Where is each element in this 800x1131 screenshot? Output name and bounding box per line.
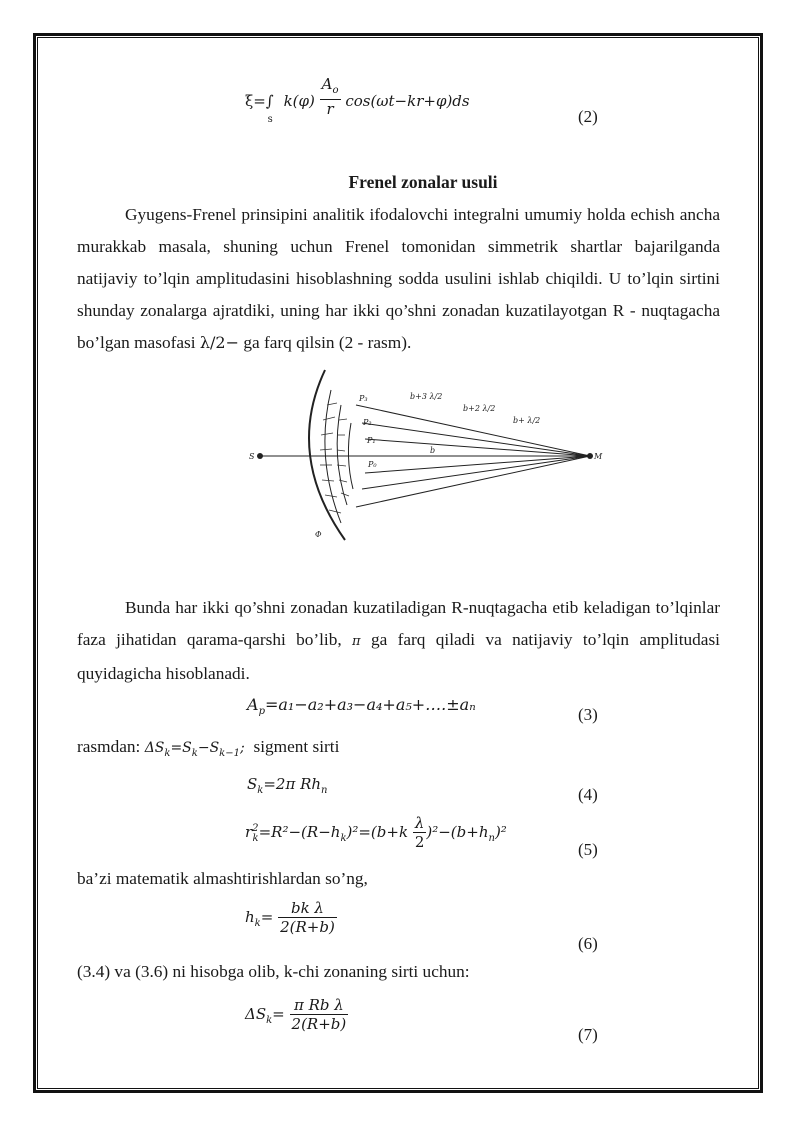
equation-3-A: A bbox=[247, 695, 259, 714]
source-point bbox=[257, 453, 263, 459]
equation-2-numerator-subscript: o bbox=[332, 85, 339, 96]
label-p0: P₀ bbox=[368, 460, 377, 469]
equation-5-frac-den: 2 bbox=[414, 833, 425, 851]
equation-7-number: (7) bbox=[578, 1025, 598, 1044]
label-p1: P₁ bbox=[367, 436, 376, 445]
equation-5-sup: 2 bbox=[252, 823, 259, 834]
equation-7-frac-num: π Rb λ bbox=[290, 997, 349, 1015]
equation-5-part1: =R²−(R−h bbox=[258, 823, 341, 841]
equation-4-sub-n: n bbox=[321, 785, 328, 796]
equation-4-S: S bbox=[247, 775, 258, 793]
paragraph-1-text: Gyugens-Frenel prinsipini analitik ifodalovchi integralni umumiy holda echish ancha murakkab masala, shuning uchun Frenel tomonidan simmetrik shartlar bajarilganda natijaviy to’lqin amplitudasini hisoblashning sodda usulini ishlab chiqildi. U to’lqin sirtini shunday zonalarga ajratdiki, uning har ikki qo’shni zonadan kuzatilayotgan R - nuqtagacha bo’lgan masofasi bbox=[77, 205, 720, 352]
equation-4-sub-k: k bbox=[257, 785, 264, 796]
equation-7 bbox=[245, 997, 348, 1033]
rasmdan-sub2: k bbox=[191, 747, 198, 759]
paragraph-2-tail: ga farq qiladi va natijaviy to’lqin amplitudasi quyidagicha hisoblanadi. bbox=[77, 630, 720, 683]
equation-4-number: (4) bbox=[578, 785, 598, 804]
equation-2-kernel: k(φ) bbox=[283, 92, 315, 110]
equation-5-number: (5) bbox=[578, 840, 598, 859]
label-b2: b+2 λ/2 bbox=[463, 404, 496, 413]
line-after-eq5: ba’zi matematik almashtirishlardan so’ng, bbox=[77, 869, 368, 888]
paragraph-2-text: Bunda har ikki qo’shni zonadan kuzatiladigan R-nuqtagacha etib keladigan to’lqinlar faza jihatidan qarama-qarshi bo’lib, bbox=[77, 598, 720, 649]
wavefront-arc bbox=[309, 370, 345, 540]
lambda-half-symbol: λ/2− bbox=[199, 333, 239, 352]
equation-4 bbox=[247, 775, 328, 796]
label-p3: P₃ bbox=[359, 394, 368, 403]
equation-7-eq: = bbox=[272, 1005, 285, 1023]
equation-3-number: (3) bbox=[578, 705, 598, 724]
line-after-eq6: (3.4) va (3.6) ni hisobga olib, k-chi zonaning sirti uchun: bbox=[77, 962, 470, 981]
paragraph-1-tail: ga farq qilsin (2 - rasm). bbox=[243, 333, 412, 352]
equation-6-h: h bbox=[245, 908, 255, 926]
equation-2-denominator: r bbox=[326, 100, 334, 118]
equation-5-sub-n: n bbox=[488, 833, 495, 844]
rasmdan-text: sigment sirti bbox=[253, 737, 340, 756]
equation-2-integral-subscript: s bbox=[267, 114, 273, 125]
label-b: b bbox=[430, 446, 436, 455]
equation-6-frac-num: bk λ bbox=[278, 900, 337, 918]
rasmdan-label: rasmdan: bbox=[77, 737, 141, 756]
equation-6-number: (6) bbox=[578, 934, 598, 953]
rasmdan-line bbox=[77, 737, 339, 759]
equation-7-frac-den: 2(R+b) bbox=[291, 1015, 347, 1033]
rasmdan-delta-s: ΔS bbox=[144, 740, 165, 756]
equation-5-sub: k bbox=[252, 833, 259, 844]
paragraph-2 bbox=[77, 592, 720, 690]
rasmdan-sub1: k bbox=[164, 747, 171, 759]
equation-5-fraction bbox=[413, 815, 427, 851]
paragraph-1 bbox=[77, 199, 720, 359]
equation-7-fraction bbox=[290, 997, 349, 1033]
pi-symbol: π bbox=[352, 634, 361, 649]
equation-2-fraction bbox=[320, 76, 341, 118]
equation-4-rest: =2π Rh bbox=[263, 775, 322, 793]
label-phi: Φ bbox=[315, 530, 322, 539]
equation-2-lhs: ξ=∫ bbox=[245, 92, 274, 110]
label-M: M bbox=[594, 452, 603, 461]
rasmdan-semicolon: ; bbox=[239, 740, 245, 756]
equation-6-eq: = bbox=[260, 908, 274, 926]
rasmdan-minus: −S bbox=[197, 740, 220, 756]
label-b1: b+ λ/2 bbox=[513, 416, 541, 425]
equation-5 bbox=[245, 815, 507, 851]
equation-3-sub-p: p bbox=[258, 706, 265, 718]
section-title: Frenel zonalar usuli bbox=[348, 172, 498, 192]
equation-6 bbox=[245, 900, 337, 936]
equation-3-rest: =a₁−a₂+a₃−a₄+a₅+….±aₙ bbox=[264, 695, 476, 714]
equation-6-frac-den: 2(R+b) bbox=[280, 918, 335, 936]
equation-6-fraction bbox=[278, 900, 337, 936]
label-p2: P₂ bbox=[363, 418, 372, 427]
rasmdan-sub3: k−1 bbox=[219, 747, 240, 759]
equation-6-sub-k: k bbox=[254, 918, 261, 929]
label-b3: b+3 λ/2 bbox=[410, 392, 443, 401]
equation-2 bbox=[245, 75, 470, 125]
equation-7-sub-k: k bbox=[266, 1015, 273, 1026]
equation-2-number: (2) bbox=[578, 107, 598, 126]
equation-3 bbox=[247, 695, 476, 717]
rasmdan-eq: =S bbox=[170, 740, 192, 756]
equation-5-part3: )²−(b+h bbox=[426, 823, 489, 841]
equation-5-sub-k: k bbox=[340, 833, 347, 844]
equation-5-part4: )² bbox=[494, 823, 507, 841]
equation-5-frac-num: λ bbox=[413, 815, 427, 833]
label-S: S bbox=[249, 452, 255, 461]
equation-2-numerator: A bbox=[321, 75, 333, 93]
equation-2-tail: cos(ωt−kr+φ)ds bbox=[345, 92, 470, 110]
equation-5-part2: )²=(b+k bbox=[346, 823, 409, 841]
equation-5-r: r bbox=[245, 823, 253, 841]
equation-7-delta-s: ΔS bbox=[245, 1005, 267, 1023]
page-border-inner bbox=[37, 37, 759, 1089]
fresnel-zones-figure bbox=[245, 365, 605, 545]
